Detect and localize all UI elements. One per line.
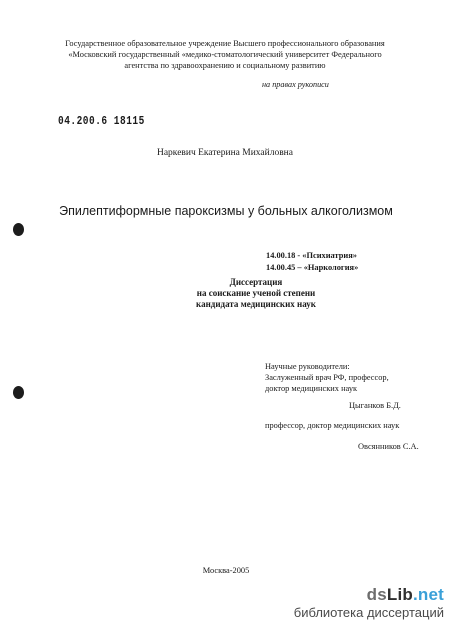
degree-line-1: Диссертация xyxy=(229,277,283,287)
author-name: Наркевич Екатерина Михайловна xyxy=(156,148,293,158)
degree-block xyxy=(148,277,364,310)
supervisors-label: Научные руководители: xyxy=(265,362,350,371)
supervisor-1-title-line-1: Заслуженный врач РФ, профессор, xyxy=(265,373,389,382)
supervisor-1-title-line-2: доктор медицинских наук xyxy=(265,384,358,393)
watermark-brand-lib: Lib xyxy=(386,585,413,604)
specialty-codes xyxy=(266,250,358,274)
watermark-subtitle: библиотека диссертаций xyxy=(293,605,444,620)
manuscript-note: на правах рукописи xyxy=(262,80,329,89)
institution-line-1: Государственное образовательное учреждение Высшего профессионального образования xyxy=(65,39,385,48)
degree-line-3: кандидата медицинских наук xyxy=(196,299,316,309)
watermark-brand-ds: ds xyxy=(366,585,387,604)
supervisor-2-title: профессор, доктор медицинских наук xyxy=(265,421,400,430)
watermark-brand-net: net xyxy=(417,585,444,604)
watermark-logo xyxy=(294,585,444,620)
institution-header xyxy=(0,38,450,71)
supervisor-1-name: Цыганков Б.Д. xyxy=(349,401,401,410)
degree-line-2: на соискание ученой степени xyxy=(196,288,316,298)
supervisor-2-name: Овсянников С.А. xyxy=(358,442,419,451)
punch-hole-mark xyxy=(13,223,24,236)
specialty-narcology: 14.00.45 – «Наркология» xyxy=(266,263,359,272)
watermark-brand-dot: . xyxy=(412,585,418,604)
dissertation-title: Эпилептиформные пароксизмы у больных алкоголизмом xyxy=(59,204,393,218)
institution-line-2: «Московский государственный «медико-стоматологический университет Федерального xyxy=(68,50,382,59)
watermark-brand xyxy=(294,585,444,605)
specialty-psychiatry: 14.00.18 - «Психиатрия» xyxy=(266,251,357,260)
punch-hole-mark xyxy=(13,386,24,399)
institution-line-3: агентства по здравоохранению и социальному развитию xyxy=(124,61,326,70)
supervisors-block xyxy=(265,361,389,394)
place-and-year: Москва-2005 xyxy=(202,566,250,575)
registration-stamp: 04.200.6 18115 xyxy=(58,114,145,128)
